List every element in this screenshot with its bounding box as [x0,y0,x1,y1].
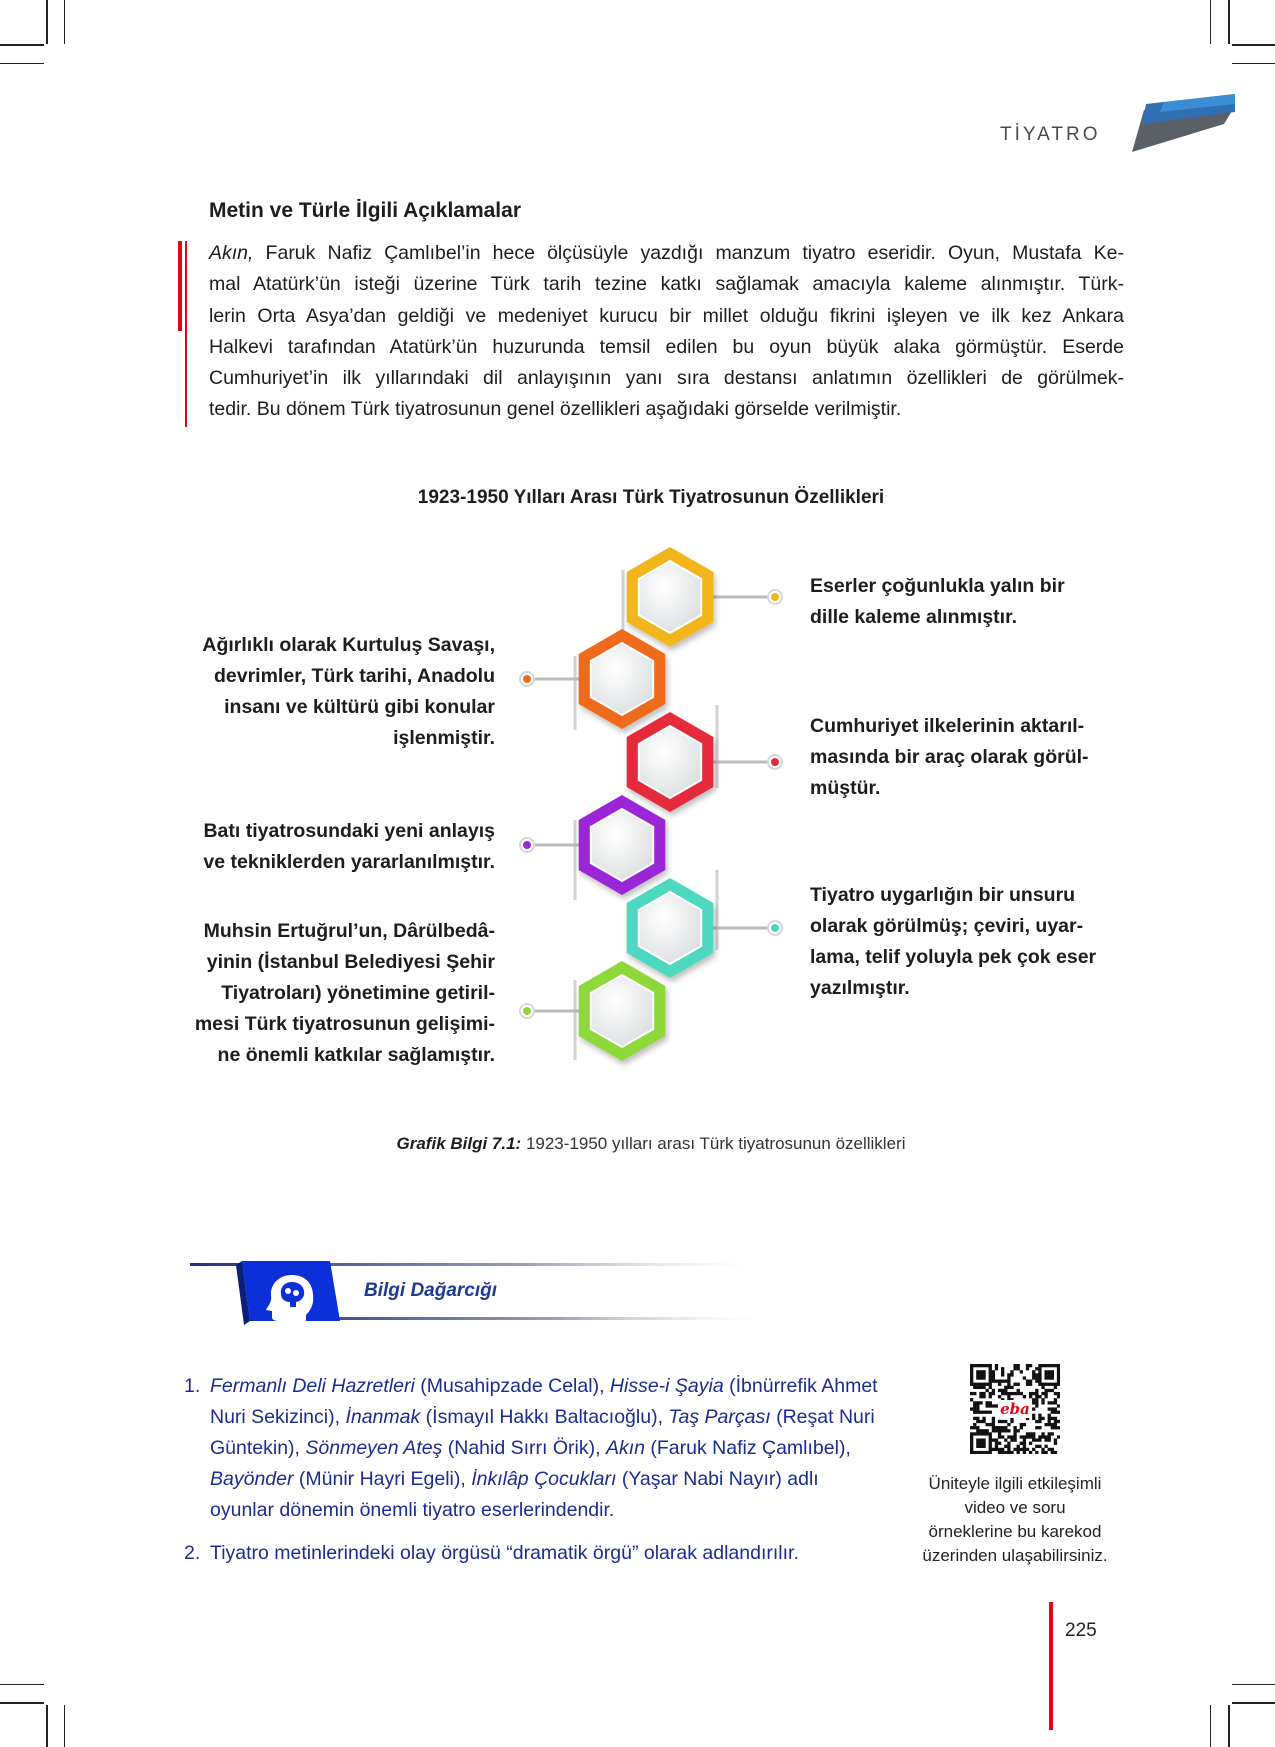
crop-mark [1228,0,1230,44]
crop-mark [1232,1702,1275,1704]
margin-marker-line [185,241,187,427]
hexagon-node [627,878,714,978]
work-title: Akın [605,1437,645,1459]
feature-right-1: Eserler çoğunlukla yalın bir dille kaleme alınmıştır. [810,575,1065,628]
list-item-text: Tiyatro metinlerindeki olay örgüsü “dramatik örgü” olarak adlandırılır. [210,1542,799,1564]
intro-work-title: Akın, [209,242,254,264]
crop-mark [0,1684,44,1685]
list-item-text: (İsmayıl Hakkı Baltacıoğlu), [420,1406,669,1428]
intro-line: Akın, Faruk Nafiz Çamlıbel’in hece ölçüsüyle yazdığı manzum tiyatro eseridir. Oyun, Mustafa Ke- [209,242,1124,264]
hexagon-chain-diagram [505,540,805,1080]
qr-code[interactable] [970,1364,1060,1454]
crop-mark [1232,44,1275,46]
intro-line: Halkevi tarafından Atatürk’ün huzurunda temsil edilen bu oyun büyük alaka görmüştür. Eserde [209,335,1124,358]
figure-caption [0,1134,1275,1154]
feature-right-2: Cumhuriyet ilkelerinin aktarıl- masında bir araç olarak görül- müştür. [810,715,1089,799]
leader-dot [771,758,779,766]
crop-mark [0,44,44,46]
info-title: Bilgi Dağarcığı [364,1280,498,1301]
crop-mark [46,1705,48,1747]
work-title: Sönmeyen Ateş [305,1437,443,1459]
work-title: İnkılâp Çocukları [471,1468,617,1490]
hexagon-node [579,961,666,1061]
feature-left-1: Ağırlıklı olarak Kurtuluş Savaşı, devrimler, Türk tarihi, Anadolu insanı ve kültürü gibi konular işlenmiştir. [202,634,495,749]
page-number-marker [1049,1602,1053,1730]
leader-dot [523,675,531,683]
work-title: Taş Parçası [668,1406,771,1428]
list-item-text: (Musahipzade Celal), [414,1375,610,1397]
feature-left-2: Batı tiyatrosundaki yeni anlayış ve tekniklerden yararlanılmıştır. [203,820,495,873]
feature-right-3: Tiyatro uygarlığın bir unsuru olarak görülmüş; çeviri, uyar- lama, telif yoluyla pek çok eser yazılmıştır. [810,884,1097,999]
list-item-text: (Münir Hayri Egeli), [293,1468,472,1490]
work-title: Hisse-i Şayia [609,1375,724,1397]
section-title: Metin ve Türle İlgili Açıklamalar [209,199,521,222]
list-item-text: (Nahid Sırrı Örik), [442,1437,606,1459]
leader-dot [771,593,779,601]
hexagon-node [627,547,714,647]
crop-mark [1228,1705,1230,1747]
intro-line: tedir. Bu dönem Türk tiyatrosunun genel özellikleri aşağıdaki görselde verilmiştir. [209,398,902,421]
crop-mark [1210,0,1211,44]
crop-mark [0,1702,44,1704]
leader-dot [771,924,779,932]
list-item-1 [184,1371,884,1526]
crop-mark [46,0,48,44]
crop-mark [1232,63,1275,64]
list-item-text: (Yaşar Nabi Nayır) adlı oyunlar dönemin önemli tiyatro eserlerindendir. [210,1468,819,1521]
feature-left-3: Muhsin Ertuğrul’un, Dârülbedâ- yinin (İstanbul Belediyesi Şehir Tiyatroları) yönetimine getiril- mesi Türk tiyatrosunun gelişimi- ne önemli katkılar sağlamıştır. [194,920,495,1066]
eba-logo: eba [1000,1400,1030,1418]
hexagon-node [579,795,666,895]
hexagon-node [579,629,666,729]
intro-line: lerin Orta Asya’dan geldiği ve medeniyet kurucu bir millet olduğu fikrini işleyen ve ilk kez Ankara [209,304,1124,327]
intro-paragraph [209,238,1124,426]
intro-line: mal Atatürk’ün isteği üzerine Türk tarih tezine katkı sağlamak amacıyla kaleme alınmıştır. Türk- [209,273,1124,296]
list-item-2 [184,1538,884,1569]
figure-title: 1923-1950 Yılları Arası Türk Tiyatrosunun Özellikleri [417,487,885,508]
info-list [184,1371,884,1569]
work-title: Bayönder [210,1468,294,1490]
qr-caption: Üniteyle ilgili etkileşimli video ve soru örneklerine bu karekod üzerinden ulaşabilirsiniz. [922,1474,1108,1565]
running-title: TİYATRO [1000,124,1101,145]
list-item-text: (Reşat Nuri Güntekin), [210,1406,875,1459]
leader-dot [523,1007,531,1015]
list-item-text: (İbnürrefik Ahmet Nuri Sekizinci), [210,1375,878,1428]
intro-line: Cumhuriyet’in ilk yıllarındaki dil anlayışının yanı sıra destansı anlatımın özellikleri de görülmek- [209,367,1124,390]
hexagon-node [627,712,714,812]
work-title: Fermanlı Deli Hazretleri [210,1375,415,1397]
chapter-tab-graphic [1124,94,1235,152]
crop-mark [64,0,65,44]
leader-dot [523,841,531,849]
page-number: 225 [1065,1620,1097,1641]
crop-mark [1232,1684,1275,1685]
crop-mark [1210,1705,1211,1747]
crop-mark [64,1705,65,1747]
crop-mark [0,63,44,64]
list-number: 2. [184,1542,201,1564]
caption-label: Grafik Bilgi 7.1: [396,1134,522,1153]
work-title: İnanmak [345,1406,421,1428]
list-number: 1. [184,1375,201,1397]
caption-text: 1923-1950 yılları arası Türk tiyatrosunun özellikleri [521,1134,906,1153]
list-item-text: (Faruk Nafiz Çamlıbel), [644,1437,851,1459]
margin-marker [178,241,182,331]
